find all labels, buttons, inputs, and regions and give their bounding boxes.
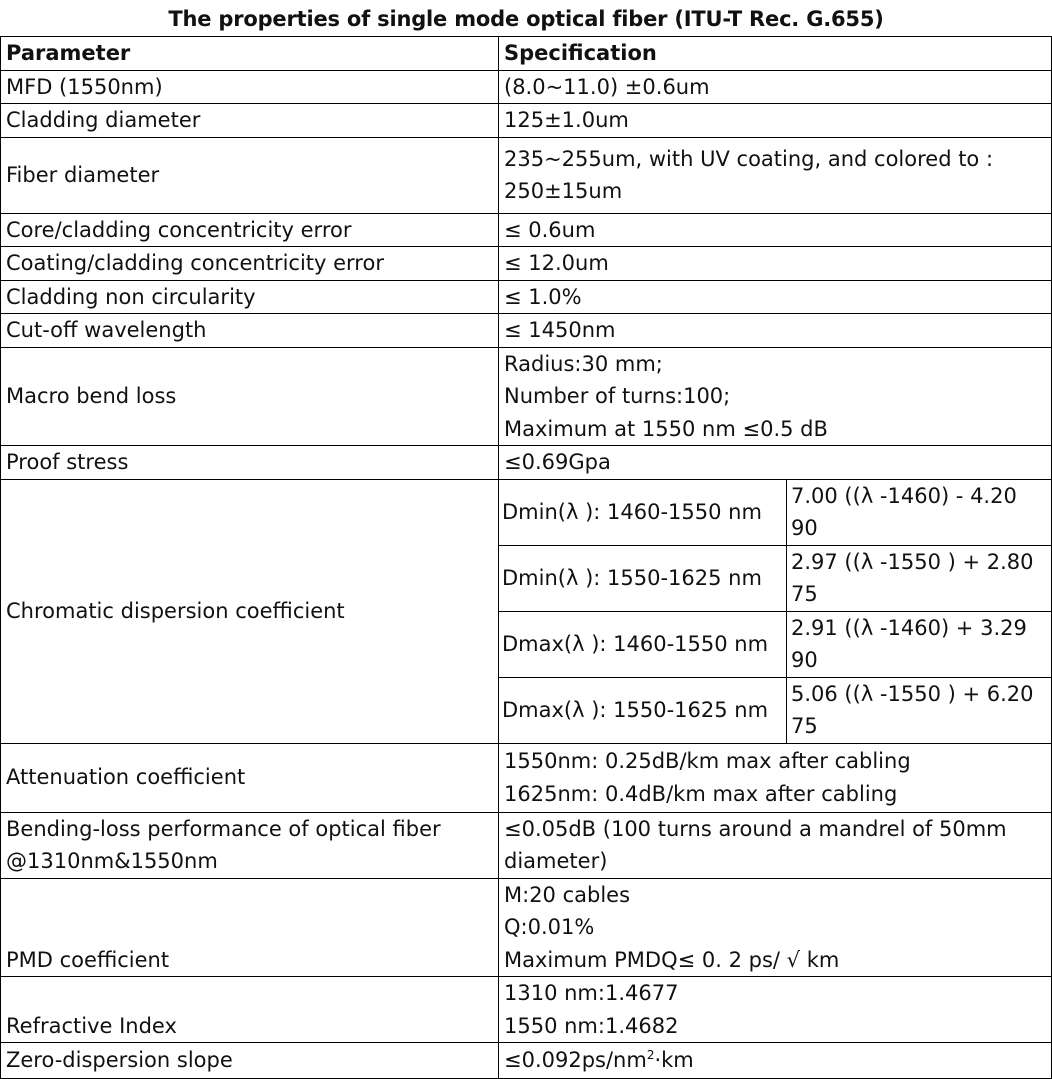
chromatic-sub-value <box>787 545 1052 611</box>
param-mfd: MFD (1550nm) <box>1 70 499 104</box>
param-attenuation: Attenuation coefficient <box>1 743 499 812</box>
param-bending-loss <box>1 812 499 878</box>
spec-line: Number of turns:100; <box>504 384 731 408</box>
spec-macro-bend <box>499 347 1052 446</box>
table-title: The properties of single mode optical fiber (ITU-T Rec. G.655) <box>168 7 884 31</box>
param-cladding-diameter: Cladding diameter <box>1 104 499 138</box>
table-row <box>1 247 1052 281</box>
param-non-circularity: Cladding non circularity <box>1 280 499 314</box>
value-line: 90 <box>791 648 818 672</box>
table-row <box>1 1043 1052 1079</box>
header-specification: Specification <box>499 37 1052 71</box>
chromatic-sub-value <box>787 479 1052 545</box>
spec-line: 1550nm: 0.25dB/km max after cabling <box>504 749 911 773</box>
value-line: 90 <box>791 516 818 540</box>
spec-line: 1550 nm:1.4682 <box>504 1013 679 1038</box>
param-line: Bending-loss performance of optical fiber <box>6 816 441 841</box>
spec-line: diameter) <box>504 849 608 873</box>
spec-superscript: 2 <box>646 1048 655 1063</box>
table-row <box>1 137 1052 213</box>
spec-line: Maximum at 1550 nm ≤0.5 dB <box>504 416 828 441</box>
value-line: 2.97 ((λ -1550 ) + 2.80 <box>791 550 1034 574</box>
header-parameter: Parameter <box>1 37 499 71</box>
table-row <box>1 70 1052 104</box>
spec-refractive <box>499 977 1052 1043</box>
spec-line: Radius:30 mm; <box>504 351 663 376</box>
chromatic-sub-label: Dmax(λ ): 1460-1550 nm <box>499 611 787 677</box>
value-line: 75 <box>791 714 818 738</box>
param-refractive: Refractive Index <box>1 977 499 1043</box>
spec-fiber-diameter <box>499 137 1052 213</box>
param-chromatic: Chromatic dispersion coefficient <box>1 479 499 743</box>
table-row <box>1 314 1052 348</box>
table-row <box>1 347 1052 446</box>
table-row <box>1 743 1052 812</box>
spec-text: ·km <box>654 1048 694 1073</box>
spec-line: 235~255um, with UV coating, and colored to : <box>504 146 994 171</box>
value-line: 75 <box>791 582 818 606</box>
chromatic-sub-label: Dmax(λ ): 1550-1625 nm <box>499 677 787 743</box>
param-zero-slope: Zero-dispersion slope <box>1 1043 499 1079</box>
param-coating-concentricity: Coating/cladding concentricity error <box>1 247 499 281</box>
value-line: 2.91 ((λ -1460) + 3.29 <box>791 616 1027 640</box>
spec-cutoff: ≤ 1450nm <box>499 314 1052 348</box>
spec-mfd: (8.0~11.0) ±0.6um <box>499 70 1052 104</box>
chromatic-sub-label: Dmin(λ ): 1550-1625 nm <box>499 545 787 611</box>
table-row <box>1 977 1052 1043</box>
spec-proof-stress: ≤0.69Gpa <box>499 446 1052 480</box>
spec-line: Q:0.01% <box>504 915 595 939</box>
table-row <box>1 446 1052 480</box>
table-row <box>1 479 1052 545</box>
table-row <box>1 878 1052 977</box>
spec-coating-concentricity: ≤ 12.0um <box>499 247 1052 281</box>
spec-zero-slope <box>499 1043 1052 1079</box>
spec-line: 1625nm: 0.4dB/km max after cabling <box>504 781 898 806</box>
param-cutoff: Cut-off wavelength <box>1 314 499 348</box>
table-row <box>1 213 1052 247</box>
fiber-properties-table <box>0 36 1052 1079</box>
spec-line: ≤0.05dB (100 turns around a mandrel of 50mm <box>504 816 1007 841</box>
param-fiber-diameter: Fiber diameter <box>1 137 499 213</box>
spec-line: 250±15um <box>504 179 623 203</box>
spec-pmd <box>499 878 1052 977</box>
chromatic-sub-value <box>787 611 1052 677</box>
chromatic-sub-label: Dmin(λ ): 1460-1550 nm <box>499 479 787 545</box>
spec-bending-loss <box>499 812 1052 878</box>
spec-text: ≤0.092ps/nm <box>504 1048 647 1073</box>
value-line: 5.06 ((λ -1550 ) + 6.20 <box>791 682 1034 706</box>
spec-line: 1310 nm:1.4677 <box>504 981 679 1005</box>
param-proof-stress: Proof stress <box>1 446 499 480</box>
param-line: @1310nm&1550nm <box>6 849 218 873</box>
spec-non-circularity: ≤ 1.0% <box>499 280 1052 314</box>
spec-attenuation <box>499 743 1052 812</box>
table-row <box>1 812 1052 878</box>
param-core-concentricity: Core/cladding concentricity error <box>1 213 499 247</box>
param-pmd: PMD coefficient <box>1 878 499 977</box>
spec-core-concentricity: ≤ 0.6um <box>499 213 1052 247</box>
spec-cladding-diameter: 125±1.0um <box>499 104 1052 138</box>
header-row <box>1 37 1052 71</box>
spec-line: Maximum PMDQ≤ 0. 2 ps/ √ km <box>504 947 840 972</box>
table-row <box>1 104 1052 138</box>
table-row <box>1 280 1052 314</box>
param-macro-bend: Macro bend loss <box>1 347 499 446</box>
value-line: 7.00 ((λ -1460) - 4.20 <box>791 484 1017 508</box>
spec-line: M:20 cables <box>504 882 631 907</box>
chromatic-sub-value <box>787 677 1052 743</box>
